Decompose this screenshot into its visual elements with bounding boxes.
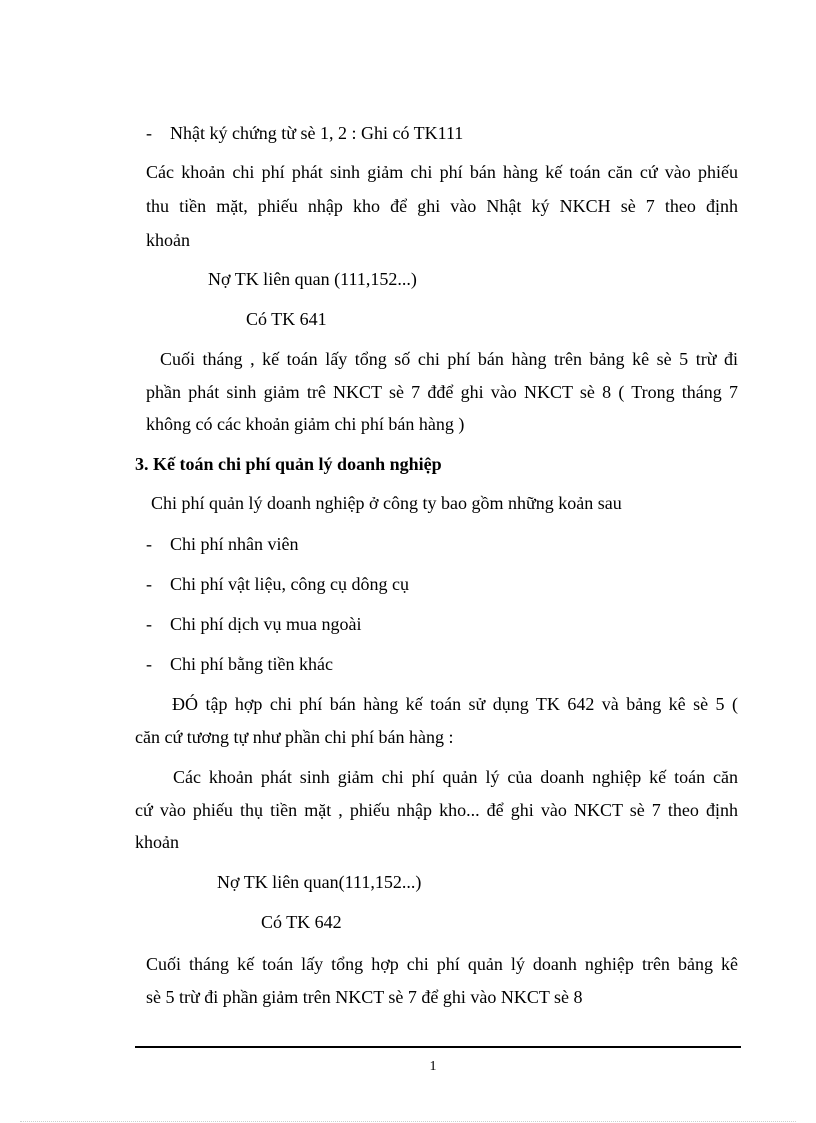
paragraph-line: Chi phí quản lý doanh nghiệp ở công ty bao gồm những koản sau	[151, 493, 622, 513]
paragraph-line: không có các khoản giảm chi phí bán hàng )	[146, 414, 465, 434]
paragraph-line: phần phát sinh giảm trê NKCT sè 7 đđể ghi vào NKCT sè 8 ( Trong tháng 7	[146, 382, 738, 402]
journal-entry-credit: Có TK 642	[261, 912, 342, 932]
paragraph-line: khoản	[135, 832, 179, 852]
bullet-dash: -	[146, 534, 152, 554]
paragraph-line: khoản	[146, 230, 190, 250]
journal-entry-debit: Nợ TK liên quan(111,152...)	[217, 872, 422, 892]
bullet-dash: -	[146, 654, 152, 674]
bullet-item: Chi phí vật liệu, công cụ dông cụ	[170, 574, 409, 594]
bullet-item: Nhật ký chứng từ sè 1, 2 : Ghi có TK111	[170, 123, 464, 143]
page-bottom-border	[20, 1121, 796, 1122]
journal-entry-debit: Nợ TK liên quan (111,152...)	[208, 269, 417, 289]
paragraph-line: Các khoản phát sinh giảm chi phí quản lý của doanh nghiệp kế toán căn	[173, 767, 738, 787]
journal-entry-credit: Có TK 641	[246, 309, 327, 329]
paragraph-line: căn cứ tương tự như phần chi phí bán hàng :	[135, 727, 454, 747]
paragraph-line: Cuối tháng kế toán lấy tổng hợp chi phí quản lý doanh nghiệp trên bảng kê	[146, 954, 738, 974]
paragraph-line: ĐÓ tập hợp chi phí bán hàng kế toán sử dụng TK 642 và bảng kê sè 5 (	[172, 694, 738, 714]
footer-divider	[135, 1046, 741, 1048]
section-heading: 3. Kế toán chi phí quản lý doanh nghiệp	[135, 454, 442, 474]
page-number: 1	[429, 1059, 437, 1074]
paragraph-line: sè 5 trừ đi phần giảm trên NKCT sè 7 để ghi vào NKCT sè 8	[146, 987, 583, 1007]
paragraph-line: thu tiền mặt, phiếu nhập kho để ghi vào Nhật ký NKCH sè 7 theo định	[146, 196, 738, 216]
bullet-item: Chi phí bằng tiền khác	[170, 654, 333, 674]
bullet-dash: -	[146, 614, 152, 634]
bullet-item: Chi phí nhân viên	[170, 534, 299, 554]
paragraph-line: Cuối tháng , kế toán lấy tổng số chi phí bán hàng trên bảng kê sè 5 trừ đi	[160, 349, 738, 369]
bullet-dash: -	[146, 123, 152, 143]
bullet-dash: -	[146, 574, 152, 594]
paragraph-line: cứ vào phiếu thụ tiền mặt , phiếu nhập kho... để ghi vào NKCT sè 7 theo định	[135, 800, 738, 820]
bullet-item: Chi phí dịch vụ mua ngoài	[170, 614, 362, 634]
paragraph-line: Các khoản chi phí phát sinh giảm chi phí bán hàng kế toán căn cứ vào phiếu	[146, 162, 738, 182]
